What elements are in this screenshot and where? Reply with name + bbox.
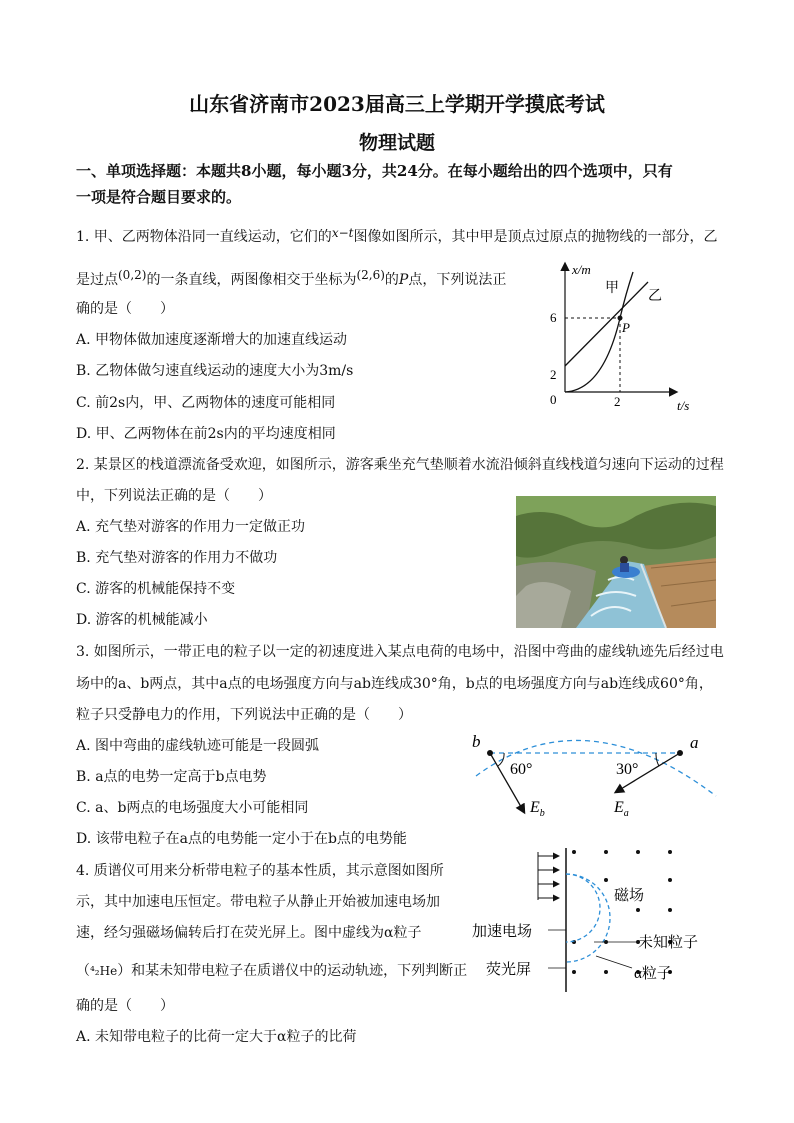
q4-option-a: A. 未知带电粒子的比荷一定大于α粒子的比荷	[76, 1029, 357, 1045]
label-accel-field: 加速电场	[472, 924, 533, 940]
angle-a-label: 30°	[616, 761, 639, 778]
q2-option-d: D. 游客的机械能减小	[76, 612, 208, 628]
exam-title: 山东省济南市2023届高三上学期开学摸底考试	[189, 92, 605, 116]
q1-xt-graph	[538, 258, 708, 418]
tick-y-2: 2	[550, 367, 557, 382]
q2-option-a: A. 充气垫对游客的作用力一定做正功	[76, 519, 306, 535]
q2-option-c: C. 游客的机械能保持不变	[76, 581, 236, 597]
exam-subtitle: 物理试题	[358, 132, 435, 154]
q4-stem-line1: 4. 质谱仪可用来分析带电粒子的基本性质，其示意图如图所	[76, 863, 444, 879]
q4-stem-line2: 示，其中加速电压恒定。带电粒子从静止开始被加速电场加	[76, 894, 440, 910]
alpha-particle-path	[566, 874, 610, 962]
q3-option-b: B. a点的电势一定高于b点电势	[76, 769, 267, 785]
q4-stem-line4: （⁴₂He）和某未知带电粒子在质谱仪中的运动轨迹，下列判断正	[76, 963, 468, 979]
label-b: b	[472, 732, 481, 751]
magnetic-field-dots	[572, 850, 672, 974]
q3-stem-line1: 3. 如图所示，一带正电的粒子以一定的初速度进入某点电荷的电场中，沿图中弯曲的虚线轨迹先后经过电	[76, 644, 724, 660]
q1-option-c: C. 前2s内，甲、乙两物体的速度可能相同	[76, 395, 336, 411]
q2-option-b: B. 充气垫对游客的作用力不做功	[76, 550, 278, 566]
q4-stem-line5: 确的是（ ）	[76, 998, 174, 1014]
section-heading-line2: 一项是符合题目要求的。	[76, 188, 242, 206]
q2-stem-line1: 2. 某景区的栈道漂流备受欢迎，如图所示，游客乘坐充气垫顺着水流沿倾斜直线栈道匀速向下运动的过程	[76, 457, 724, 473]
label-ea: $E_a$	[614, 799, 629, 819]
q1-option-a: A. 甲物体做加速度逐渐增大的加速直线运动	[76, 332, 348, 348]
curve-jia-label: 甲	[605, 281, 619, 296]
rafting-photo	[516, 496, 716, 628]
angle-b-label: 60°	[510, 761, 533, 778]
q3-option-d: D. 该带电粒子在a点的电势能一定小于在b点的电势能	[76, 831, 407, 847]
tick-y-6: 6	[550, 310, 557, 325]
q3-field-figure	[466, 726, 736, 826]
label-screen: 荧光屏	[486, 962, 532, 978]
q1-stem-line2: 是过点(0,2)的一条直线，两图像相交于坐标为(2,6)的P点，下列说法正	[76, 268, 507, 288]
q3-option-a: A. 图中弯曲的虚线轨迹可能是一段圆弧	[76, 738, 320, 754]
q1-stem-line1: 1. 甲、乙两物体沿同一直线运动，它们的x−t图像如图所示，其中甲是顶点过原点的抛物线的一部分，乙	[76, 226, 718, 245]
origin-label: 0	[550, 392, 557, 407]
tick-x-2: 2	[614, 394, 621, 409]
q4-mass-spectrometer-figure	[466, 844, 726, 994]
q1-option-b: B. 乙物体做匀速直线运动的速度大小为3m/s	[76, 363, 354, 379]
point-p-label: P	[622, 320, 630, 335]
label-eb: $E_b$	[530, 799, 545, 819]
q3-stem-line2: 场中的a、b两点，其中a点的电场强度方向与ab连线成30°角，b点的电场强度方向与ab连线成60°角，	[76, 676, 713, 692]
label-unknown-particle: 未知粒子	[638, 935, 699, 951]
q1-stem-line3: 确的是（ ）	[76, 301, 174, 317]
leader-alpha	[596, 956, 632, 968]
q4-stem-line3: 速，经匀强磁场偏转后打在荧光屏上。图中虚线为α粒子	[76, 925, 422, 941]
x-axis-label: t/s	[677, 398, 690, 413]
line-yi-label: 乙	[648, 289, 662, 304]
label-magnetic-field: 磁场	[614, 888, 645, 904]
q3-stem-line3: 粒子只受静电力的作用，下列说法中正确的是（ ）	[76, 707, 412, 723]
section-heading-line1: 一、单项选择题：本题共8小题，每小题3分，共24分。在每小题给出的四个选项中，只有	[76, 162, 673, 180]
label-alpha-particle: α粒子	[634, 966, 672, 982]
label-a: a	[690, 733, 699, 752]
q3-option-c: C. a、b两点的电场强度大小可能相同	[76, 800, 309, 816]
y-axis-label: x/m	[572, 262, 591, 277]
q1-option-d: D. 甲、乙两物体在前2s内的平均速度相同	[76, 426, 336, 442]
q2-stem-line2: 中，下列说法正确的是（ ）	[76, 488, 272, 504]
